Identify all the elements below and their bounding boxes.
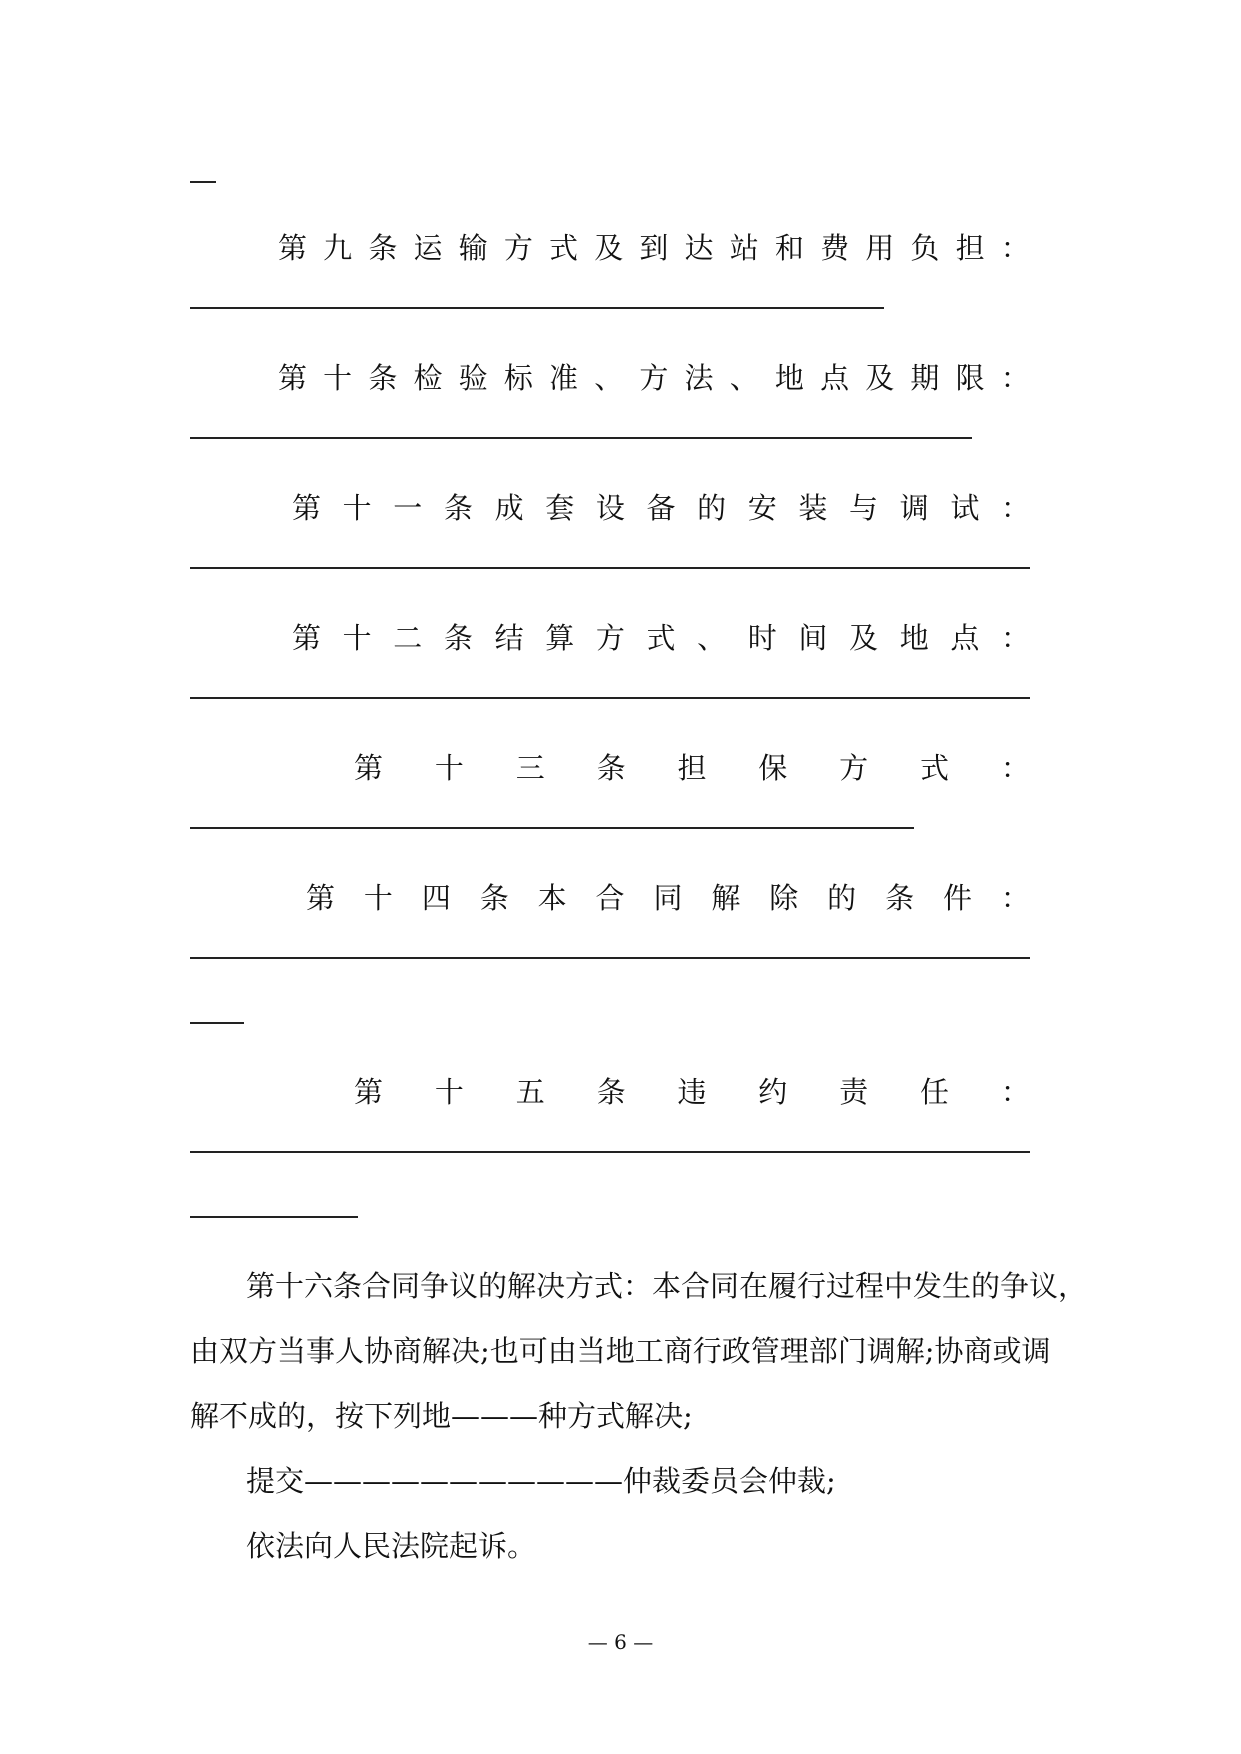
blank-line (190, 827, 914, 829)
title-char: 条 (596, 751, 626, 785)
title-char: 运 (413, 231, 443, 265)
title-char: 间 (798, 621, 828, 655)
title-char: ： (1000, 491, 1030, 525)
title-char: 结 (494, 621, 524, 655)
title-char: 期 (910, 361, 940, 395)
title-char: 方 (639, 361, 669, 395)
title-char: 四 (421, 881, 451, 915)
blank-line (190, 567, 1030, 569)
article-title (354, 750, 1030, 786)
title-char: 算 (545, 621, 575, 655)
page-number: — 6 — (587, 1630, 654, 1654)
title-char: 法 (684, 361, 714, 395)
title-char: 条 (443, 491, 473, 525)
title-char: 五 (515, 1075, 545, 1109)
title-char: 除 (769, 881, 799, 915)
title-char: 条 (596, 1075, 626, 1109)
title-char: 站 (729, 231, 759, 265)
title-char: ： (1000, 621, 1030, 655)
blank-line (190, 1151, 1030, 1153)
title-char: 件 (942, 881, 972, 915)
title-char: 保 (758, 751, 788, 785)
title-char: 一 (393, 491, 423, 525)
title-char: 、 (697, 621, 727, 655)
title-char: 条 (479, 881, 509, 915)
article-16-line-2: 由双方当事人协商解决;也可由当地工商行政管理部门调解;协商或调 (190, 1334, 1051, 1368)
title-char: 方 (595, 621, 625, 655)
title-char: 点 (820, 361, 850, 395)
title-char: 及 (849, 621, 879, 655)
title-char: 十 (323, 361, 353, 395)
title-char: 及 (865, 361, 895, 395)
title-char: 解 (711, 881, 741, 915)
article-title (278, 360, 1030, 396)
arbitration-option: 提交———————————仲裁委员会仲裁; (246, 1464, 836, 1498)
title-char: 第 (292, 621, 322, 655)
title-char: 地 (774, 361, 804, 395)
title-char: 成 (494, 491, 524, 525)
title-char: ： (1000, 231, 1030, 265)
title-char: 责 (839, 1075, 869, 1109)
title-char: 用 (865, 231, 895, 265)
title-char: 限 (955, 361, 985, 395)
title-char: 第 (292, 491, 322, 525)
title-char: ： (1000, 881, 1030, 915)
title-char: 条 (368, 231, 398, 265)
title-char: 违 (677, 1075, 707, 1109)
title-char: 设 (595, 491, 625, 525)
title-char: 担 (677, 751, 707, 785)
title-char: 第 (306, 881, 336, 915)
title-char: 达 (684, 231, 714, 265)
title-char: 约 (758, 1075, 788, 1109)
title-char: 担 (955, 231, 985, 265)
title-char: 方 (503, 231, 533, 265)
title-char: 任 (920, 1075, 950, 1109)
title-char: 与 (849, 491, 879, 525)
article-title (306, 880, 1030, 916)
title-char: 式 (646, 621, 676, 655)
blank-line (190, 697, 1030, 699)
blank-line (190, 437, 972, 439)
article-title (278, 230, 1030, 266)
title-char: 第 (278, 231, 308, 265)
litigation-option: 依法向人民法院起诉。 (246, 1529, 537, 1563)
title-char: 时 (747, 621, 777, 655)
title-char: 检 (413, 361, 443, 395)
title-char: 十 (434, 751, 464, 785)
title-char: 条 (368, 361, 398, 395)
title-char: 准 (549, 361, 579, 395)
title-char: 到 (639, 231, 669, 265)
title-char: 输 (458, 231, 488, 265)
title-char: 点 (950, 621, 980, 655)
blank-line (190, 1022, 244, 1024)
title-char: 十 (434, 1075, 464, 1109)
title-char: 十 (342, 621, 372, 655)
title-char: 条 (885, 881, 915, 915)
title-char: 地 (899, 621, 929, 655)
title-char: 装 (798, 491, 828, 525)
title-char: 二 (393, 621, 423, 655)
title-char: 式 (920, 751, 950, 785)
title-char: ： (1000, 751, 1030, 785)
title-char: ： (1000, 1075, 1030, 1109)
title-char: 第 (354, 751, 384, 785)
title-char: 第 (278, 361, 308, 395)
title-char: 安 (747, 491, 777, 525)
title-char: 条 (443, 621, 473, 655)
title-char: 合 (595, 881, 625, 915)
title-char: 和 (774, 231, 804, 265)
title-char: 十 (363, 881, 393, 915)
title-char: 标 (503, 361, 533, 395)
title-char: 、 (594, 361, 624, 395)
title-char: 第 (354, 1075, 384, 1109)
title-char: 、 (729, 361, 759, 395)
title-char: 的 (827, 881, 857, 915)
title-char: 九 (323, 231, 353, 265)
title-char: 十 (342, 491, 372, 525)
title-char: 验 (458, 361, 488, 395)
blank-line (190, 181, 216, 183)
title-char: 方 (839, 751, 869, 785)
title-char: 备 (646, 491, 676, 525)
title-char: 负 (910, 231, 940, 265)
article-16-line-1: 第十六条合同争议的解决方式：本合同在履行过程中发生的争议， (246, 1269, 1088, 1303)
title-char: 同 (653, 881, 683, 915)
title-char: 及 (594, 231, 624, 265)
article-title (292, 490, 1030, 526)
title-char: 调 (899, 491, 929, 525)
title-char: 式 (549, 231, 579, 265)
article-title (292, 620, 1030, 656)
title-char: 的 (697, 491, 727, 525)
title-char: 套 (545, 491, 575, 525)
title-char: ： (1000, 361, 1030, 395)
title-char: 费 (820, 231, 850, 265)
blank-line (190, 1216, 358, 1218)
blank-line (190, 957, 1030, 959)
title-char: 本 (537, 881, 567, 915)
title-char: 三 (515, 751, 545, 785)
blank-line (190, 307, 884, 309)
article-16-line-3: 解不成的，按下列地———种方式解决; (190, 1399, 693, 1433)
article-title (354, 1074, 1030, 1110)
title-char: 试 (950, 491, 980, 525)
